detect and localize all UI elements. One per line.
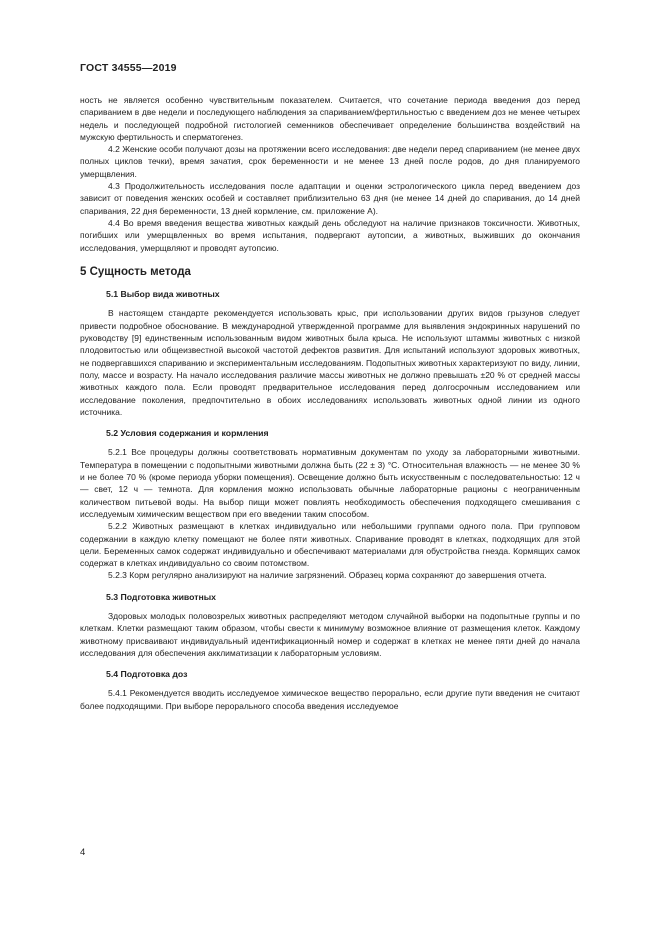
- subsection-heading: 5.1 Выбор вида животных: [106, 289, 220, 300]
- paragraph: 4.3 Продолжительность исследования после адаптации и оценки эстрологического цикла перед введением доз зависит от поведения женских особей и составляет приблизительно 63 дня (не менее 14 дней до спаривания, до 14 дней спаривания, 22 дня беременности, 13 дней кормление, см. приложение А).: [80, 181, 580, 216]
- paragraph: Здоровых молодых половозрелых животных распределяют методом случайной выборки на подопытные группы и по клеткам. Клетки размещают таким образом, чтобы свести к минимуму возможное влияние от размещения клеток. Каждому животному присваивают индивидуальный идентификационный номер и содержат в клетках не менее пяти дней до начала исследования для обеспечения акклиматизации к лабораторным условиям.: [80, 610, 580, 658]
- subsection-heading: 5.4 Подготовка доз: [106, 669, 188, 680]
- paragraph: 5.2.3 Корм регулярно анализируют на наличие загрязнений. Образец корма сохраняют до завершения отчета.: [108, 570, 547, 581]
- paragraph: 5.2.2 Животных размещают в клетках индивидуально или небольшими группами одного пола. При групповом содержании в каждую клетку помещают не более пяти животных. Спаривание проводят в клетках, подходящих для этой цели. Беременных самок содержат индивидуально и обеспечивают материалами для обустройства гнезда. Кормящих самок содержат в клетках индивидуально со своим потомством.: [80, 521, 580, 569]
- paragraph: 4.4 Во время введения вещества животных каждый день обследуют на наличие признаков токсичности. Животных, погибших или умерщвленных во время испытания, подвергают аутопсии, а животных, выживших до окончания исследования, умерщвляют и проводят аутопсию.: [80, 217, 580, 253]
- subsection-heading: 5.3 Подготовка животных: [106, 591, 216, 602]
- document-body: [80, 94, 580, 712]
- page-number: 4: [80, 847, 86, 858]
- paragraph: 5.2.1 Все процедуры должны соответствовать нормативным документам по уходу за лабораторными животными. Температура в помещении с подопытными животными должна быть (22 ± 3) °С. Относительная влажность — не менее 30 % и не более 70 % (кроме периода уборки помещения). Освещение должно быть искусственным с последовательностью: 12 ч — свет, 12 ч — темнота. Для кормления можно использовать обычные лабораторные рационы с неограниченным количеством питьевой воды. На выбор пищи может повлиять необходимость обеспечения подходящего смешивания с исследуемым химическим веществом при его введении таким способом.: [80, 447, 580, 519]
- paragraph: В настоящем стандарте рекомендуется использовать крыс, при использовании других видов грызунов следует привести подробное обоснование. В международной утвержденной программе для выявления эндокринных нарушений по руководству [9] единственным использованным видом животных была крыса. Не используют штаммы животных с низкой плодовитостью или общеизвестной высокой частотой дефектов развития. Для испытаний используют здоровых животных, не подвергавшихся спариванию и экспериментальным исследованиям. Подопытных животных характеризуют по виду, линии, полу, массе и возрасту. На начало исследования различие массы животных не должно превышать ±20 % от средней массы животных каждого пола. Если проводят предварительное исследования перед долгосрочным исследованием или исследование поколения, предпочтительно в обоих исследованиях использовать животных одной линии из одного источника.: [80, 308, 580, 417]
- paragraph: 4.2 Женские особи получают дозы на протяжении всего исследования: две недели перед спариванием (не менее двух полных циклов течки), время зачатия, срок беременности и не менее 13 дней после родов, до дня планируемого умерщвления.: [80, 144, 580, 179]
- subsection-heading: 5.2 Условия содержания и кормления: [106, 428, 269, 439]
- paragraph: ность не является особенно чувствительным показателем. Считается, что сочетание периода введения доз перед спариванием в две недели и последующего наблюдения за спариванием/фертильностью с введением доз не менее четырех недель и последующей подробной гистологией семенников обеспечивает определение большинства воздействий на мужскую фертильность и сперматогенез.: [80, 95, 580, 142]
- page-header: ГОСТ 34555—2019: [80, 62, 177, 74]
- section-heading: 5 Сущность метода: [80, 265, 191, 278]
- paragraph: 5.4.1 Рекомендуется вводить исследуемое химическое вещество перорально, если другие пути введения не считают более подходящими. При выборе перорального способа введения исследуемое: [80, 688, 580, 711]
